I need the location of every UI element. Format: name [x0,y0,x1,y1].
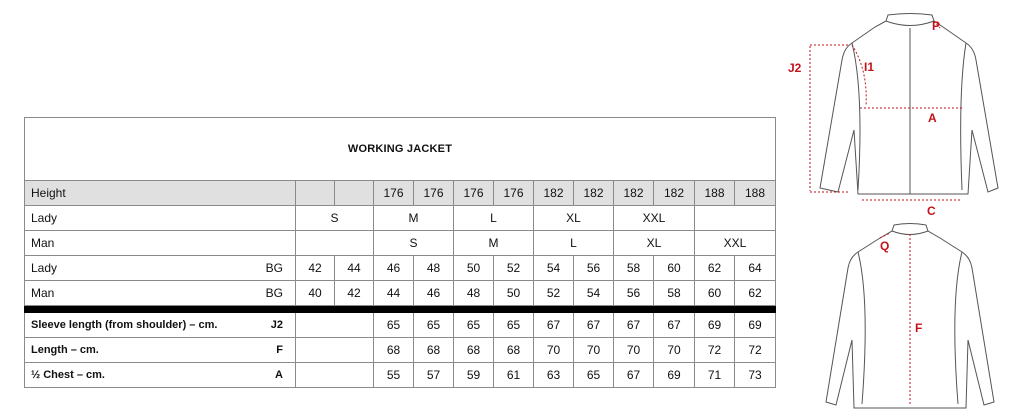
length-cell: 68 [494,338,534,363]
jacket-back-measure-lines [880,233,910,405]
length-code: F [276,344,283,356]
lady-size-cell: XXL [614,206,695,231]
man-size-cell [296,231,374,256]
half-chest-code: A [275,369,283,381]
empty-cell [296,313,374,338]
sleeve-length-cell: 67 [534,313,574,338]
length-row [25,338,776,363]
sleeve-length-cell: 67 [614,313,654,338]
man-bg-label [25,281,296,306]
height-label: Height [25,181,296,206]
lady-bg-cell: 64 [735,256,776,281]
label-p: P [932,19,941,33]
length-label-text: Length – cm. [31,344,99,356]
length-cell: 72 [695,338,735,363]
lady-bg-cell: 48 [414,256,454,281]
table-title: WORKING JACKET [25,118,776,181]
lady-bg-suffix: BG [265,261,283,275]
lady-bg-cell: 46 [374,256,414,281]
half-chest-row [25,363,776,388]
half-chest-label [25,363,296,388]
lady-size-row [25,206,776,231]
man-bg-cell: 42 [335,281,374,306]
height-cell: 176 [414,181,454,206]
lady-bg-cell: 60 [654,256,695,281]
half-chest-cell: 59 [454,363,494,388]
height-cell: 188 [735,181,776,206]
length-cell: 68 [414,338,454,363]
half-chest-cell: 73 [735,363,776,388]
label-f: F [915,321,923,335]
man-size-cell: S [374,231,454,256]
sleeve-length-cell: 65 [414,313,454,338]
lady-size-cell [695,206,776,231]
half-chest-cell: 61 [494,363,534,388]
separator-cell [25,306,776,313]
man-size-row [25,231,776,256]
man-size-cell: XL [614,231,695,256]
lady-bg-cell: 62 [695,256,735,281]
length-cell: 70 [534,338,574,363]
sleeve-length-cell: 65 [454,313,494,338]
label-j2: J2 [788,61,802,75]
jacket-front-measure-lines [810,21,962,200]
man-bg-cell: 58 [654,281,695,306]
sleeve-length-cell: 65 [494,313,534,338]
sleeve-length-label-text: Sleeve length (from shoulder) – cm. [31,319,218,331]
man-bg-cell: 48 [454,281,494,306]
lady-bg-label [25,256,296,281]
sleeve-length-row [25,313,776,338]
height-cell: 182 [534,181,574,206]
man-size-cell: M [454,231,534,256]
length-cell: 70 [574,338,614,363]
lady-size-cell: L [454,206,534,231]
lady-bg-cell: 56 [574,256,614,281]
length-cell: 72 [735,338,776,363]
man-bg-cell: 54 [574,281,614,306]
height-cell: 182 [654,181,695,206]
jacket-diagrams [780,0,1024,419]
sleeve-length-label [25,313,296,338]
height-cell [335,181,374,206]
empty-cell [296,363,374,388]
separator-bar [25,306,776,313]
man-bg-cell: 50 [494,281,534,306]
label-q: Q [880,239,890,253]
height-cell [296,181,335,206]
height-cell: 182 [614,181,654,206]
half-chest-cell: 63 [534,363,574,388]
length-cell: 70 [654,338,695,363]
man-bg-cell: 62 [735,281,776,306]
lady-size-cell: S [296,206,374,231]
man-size-cell: XXL [695,231,776,256]
height-cell: 176 [494,181,534,206]
lady-bg-cell: 50 [454,256,494,281]
sleeve-length-cell: 67 [654,313,695,338]
height-cell: 188 [695,181,735,206]
height-cell: 176 [454,181,494,206]
lady-bg-cell: 42 [296,256,335,281]
man-bg-cell: 56 [614,281,654,306]
half-chest-cell: 55 [374,363,414,388]
man-bg-row [25,281,776,306]
sleeve-length-cell: 67 [574,313,614,338]
jacket-front-drawing [820,14,998,195]
half-chest-cell: 57 [414,363,454,388]
lady-size-cell: XL [534,206,614,231]
label-i1: I1 [864,60,875,74]
half-chest-label-text: ½ Chest – cm. [31,369,105,381]
half-chest-cell: 67 [614,363,654,388]
height-row [25,181,776,206]
man-bg-cell: 52 [534,281,574,306]
lady-bg-cell: 44 [335,256,374,281]
man-bg-suffix: BG [265,286,283,300]
empty-cell [296,338,374,363]
lady-size-cell: M [374,206,454,231]
length-cell: 68 [374,338,414,363]
lady-bg-cell: 58 [614,256,654,281]
length-cell: 68 [454,338,494,363]
man-bg-cell: 44 [374,281,414,306]
sleeve-length-code: J2 [270,319,283,331]
height-cell: 176 [374,181,414,206]
man-bg-cell: 46 [414,281,454,306]
lady-bg-cell: 52 [494,256,534,281]
half-chest-cell: 71 [695,363,735,388]
sleeve-length-cell: 69 [695,313,735,338]
man-bg-label-text: Man [31,286,55,300]
length-cell: 70 [614,338,654,363]
man-label: Man [25,231,296,256]
half-chest-cell: 65 [574,363,614,388]
lady-bg-cell: 54 [534,256,574,281]
height-cell: 182 [574,181,614,206]
size-chart-table [24,117,776,388]
lady-bg-label-text: Lady [31,261,58,275]
lady-bg-row [25,256,776,281]
label-c: C [927,204,936,218]
man-bg-cell: 60 [695,281,735,306]
man-bg-cell: 40 [296,281,335,306]
half-chest-cell: 69 [654,363,695,388]
lady-label: Lady [25,206,296,231]
label-a: A [928,111,937,125]
sleeve-length-cell: 69 [735,313,776,338]
length-label [25,338,296,363]
man-size-cell: L [534,231,614,256]
sleeve-length-cell: 65 [374,313,414,338]
